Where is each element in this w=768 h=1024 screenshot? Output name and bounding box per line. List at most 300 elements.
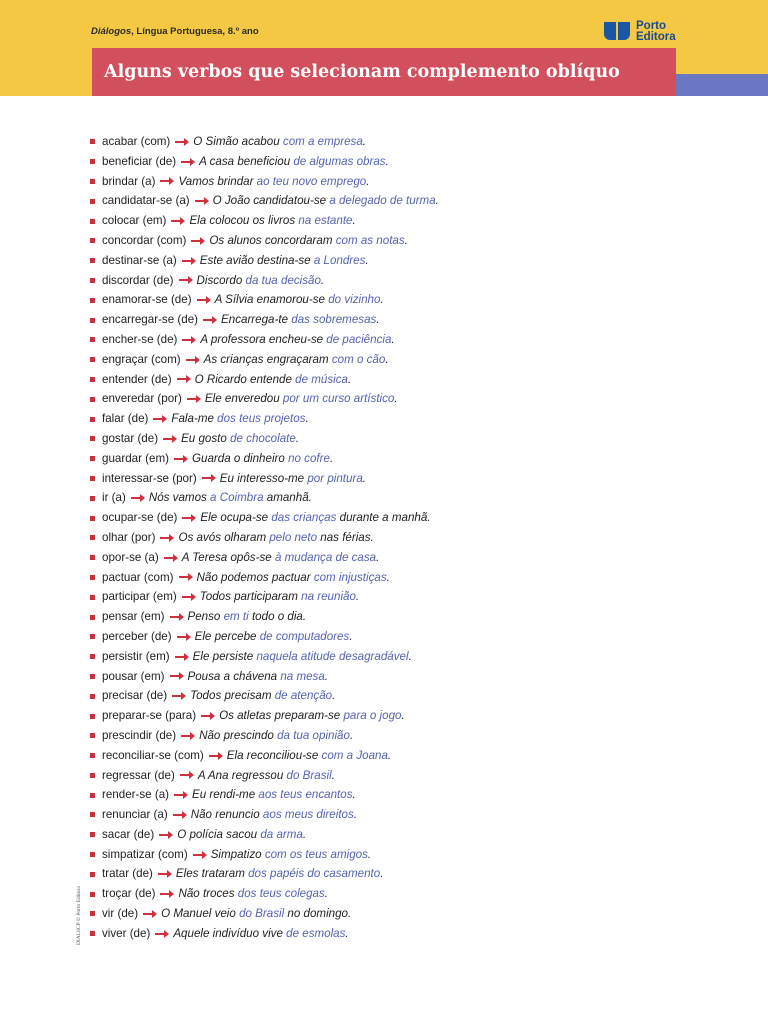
- verb-label: reconciliar-se (com): [102, 748, 204, 762]
- verb-label: candidatar-se (a): [102, 194, 190, 208]
- bullet-icon: [90, 575, 95, 580]
- bullet-icon: [90, 456, 95, 461]
- example-sentence: [188, 667, 329, 687]
- bullet-icon: [90, 714, 95, 719]
- oblique-complement: em ti: [223, 610, 249, 624]
- example-text: .: [376, 313, 380, 327]
- example-text: durante a manhã.: [336, 511, 431, 525]
- example-text: .: [380, 867, 384, 881]
- verb-label: sacar (de): [102, 827, 155, 841]
- oblique-complement: das crianças: [271, 511, 337, 525]
- bullet-icon: [90, 615, 95, 620]
- example-sentence: [197, 271, 325, 291]
- example-text: As crianças engraçaram: [203, 352, 332, 366]
- bullet-icon: [90, 278, 95, 283]
- bullet-icon: [90, 476, 95, 481]
- verb-label: participar (em): [102, 590, 177, 604]
- bullet-icon: [90, 852, 95, 857]
- verb-label: simpatizar (com): [102, 847, 188, 861]
- example-sentence: [227, 746, 391, 766]
- example-text: .: [386, 570, 390, 584]
- example-text: A professora encheu-se: [200, 332, 327, 346]
- oblique-complement: de algumas obras: [293, 154, 386, 168]
- example-text: Ele percebe: [194, 629, 260, 643]
- arrow-right-icon: [187, 395, 201, 403]
- oblique-complement: da tua decisão: [245, 273, 321, 287]
- side-credit: DIAL8CP © Porto Editora: [76, 886, 82, 945]
- book-subtitle: , Língua Portuguesa, 8.º ano: [131, 26, 259, 37]
- bullet-icon: [90, 179, 95, 184]
- example-text: Não prescindo: [199, 728, 278, 742]
- bullet-icon: [90, 931, 95, 936]
- example-sentence: [197, 568, 390, 588]
- example-text: .: [408, 649, 412, 663]
- verb-label: opor-se (a): [102, 550, 159, 564]
- example-text: A Ana regressou: [197, 768, 287, 782]
- verb-label: concordar (com): [102, 233, 187, 247]
- example-text: .: [345, 926, 349, 940]
- verb-label: interessar-se (por): [102, 471, 197, 485]
- arrow-right-icon: [171, 217, 185, 225]
- arrow-right-icon: [197, 296, 211, 304]
- example-text: .: [305, 412, 309, 426]
- bullet-icon: [90, 238, 95, 243]
- example-text: amanhã.: [263, 491, 312, 505]
- verb-label: render-se (a): [102, 788, 170, 802]
- example-text: .: [352, 788, 356, 802]
- verb-label: preparar-se (para): [102, 709, 197, 723]
- verb-list-item: [90, 429, 730, 449]
- example-text: .: [391, 332, 395, 346]
- oblique-complement: com a Joana: [321, 748, 388, 762]
- example-text: Ela colocou os livros: [189, 214, 299, 228]
- example-text: .: [329, 451, 334, 465]
- example-text: .: [362, 135, 367, 148]
- arrow-right-icon: [160, 890, 174, 898]
- oblique-complement: da arma: [260, 827, 303, 841]
- arrow-right-icon: [181, 732, 195, 740]
- bullet-icon: [90, 773, 95, 778]
- bullet-icon: [90, 911, 95, 916]
- arrow-right-icon: [186, 356, 200, 364]
- verb-list-item: [90, 370, 730, 390]
- verb-list-item: [90, 548, 730, 568]
- example-sentence: [192, 449, 333, 469]
- example-sentence: [195, 627, 353, 647]
- oblique-complement: de computadores: [259, 629, 350, 643]
- example-text: O João candidatou-se: [212, 194, 330, 208]
- example-sentence: [200, 330, 394, 350]
- example-sentence: [200, 251, 369, 271]
- oblique-complement: a Londres: [313, 253, 366, 267]
- arrow-right-icon: [153, 415, 167, 423]
- example-sentence: [149, 488, 312, 508]
- example-sentence: [189, 211, 355, 231]
- oblique-complement: a delegado de turma: [329, 194, 436, 208]
- example-sentence: [193, 132, 366, 152]
- verb-label: pousar (em): [102, 669, 165, 683]
- example-text: .: [349, 728, 354, 742]
- verb-list-item: [90, 350, 730, 370]
- arrow-right-icon: [174, 791, 188, 799]
- example-text: no domingo.: [284, 907, 352, 921]
- arrow-right-icon: [201, 712, 215, 720]
- arrow-right-icon: [180, 771, 194, 779]
- arrow-right-icon: [131, 494, 145, 502]
- arrow-right-icon: [160, 534, 174, 542]
- arrow-right-icon: [174, 455, 188, 463]
- title-accent-bar: [676, 74, 768, 96]
- arrow-right-icon: [170, 613, 184, 621]
- verb-list-item: [90, 152, 730, 172]
- verb-list-item: [90, 449, 730, 469]
- example-text: Os avós olharam: [178, 530, 270, 544]
- example-text: .: [324, 887, 329, 901]
- oblique-complement: de paciência: [326, 332, 392, 346]
- example-text: .: [435, 194, 439, 208]
- bullet-icon: [90, 872, 95, 877]
- bullet-icon: [90, 139, 95, 144]
- publisher-name-line2: Editora: [636, 31, 676, 43]
- oblique-complement: no cofre: [288, 451, 330, 465]
- bullet-icon: [90, 417, 95, 422]
- example-text: nas férias.: [317, 530, 374, 544]
- verb-list-item: [90, 726, 730, 746]
- arrow-right-icon: [182, 514, 196, 522]
- verb-list-item: [90, 251, 730, 271]
- verb-list-item: [90, 409, 730, 429]
- verb-list-item: [90, 904, 730, 924]
- example-sentence: [199, 726, 353, 746]
- oblique-complement: com as notas: [335, 233, 405, 247]
- verb-label: entender (de): [102, 372, 172, 386]
- bullet-icon: [90, 199, 95, 204]
- example-sentence: [173, 924, 348, 944]
- example-text: Eu rendi-me: [192, 788, 259, 802]
- verb-label: encher-se (de): [102, 332, 178, 346]
- verb-label: ir (a): [102, 491, 126, 505]
- example-sentence: [221, 310, 380, 330]
- verb-label: precisar (de): [102, 689, 168, 703]
- bullet-icon: [90, 337, 95, 342]
- oblique-complement: com o cão: [331, 352, 386, 366]
- example-text: O Manuel veio: [161, 907, 240, 921]
- arrow-right-icon: [195, 197, 209, 205]
- publisher-logo: [604, 19, 676, 45]
- example-text: .: [385, 154, 389, 168]
- publisher-name-line1: Porto: [636, 20, 667, 32]
- verb-label: engraçar (com): [102, 352, 181, 366]
- example-text: .: [380, 293, 384, 307]
- example-text: .: [320, 273, 325, 287]
- verb-label: encarregar-se (de): [102, 313, 199, 327]
- example-text: .: [332, 689, 336, 703]
- example-sentence: [220, 469, 366, 489]
- verb-list-item: [90, 667, 730, 687]
- book-reference: [91, 26, 259, 37]
- verb-list-item: [90, 884, 730, 904]
- bullet-icon: [90, 159, 95, 164]
- example-sentence: [213, 191, 439, 211]
- oblique-complement: de chocolate: [230, 431, 296, 445]
- example-sentence: [178, 172, 369, 192]
- arrow-right-icon: [182, 593, 196, 601]
- example-text: Discordo: [196, 273, 246, 287]
- verb-list-item: [90, 686, 730, 706]
- bullet-icon: [90, 516, 95, 521]
- oblique-complement: do vizinho: [328, 293, 381, 307]
- verb-list-item: [90, 647, 730, 667]
- example-text: .: [349, 629, 353, 643]
- verb-label: pensar (em): [102, 610, 165, 624]
- arrow-right-icon: [158, 870, 172, 878]
- example-text: Não renuncio: [190, 808, 263, 822]
- bullet-icon: [90, 674, 95, 679]
- arrow-right-icon: [159, 831, 173, 839]
- example-text: Encarrega-te: [221, 313, 292, 327]
- example-text: Aquele indivíduo vive: [173, 926, 287, 940]
- example-text: Não troces: [178, 887, 238, 901]
- verb-label: beneficiar (de): [102, 154, 177, 168]
- arrow-right-icon: [179, 276, 193, 284]
- verb-label: brindar (a): [102, 174, 156, 188]
- bullet-icon: [90, 694, 95, 699]
- verb-list-item: [90, 211, 730, 231]
- example-text: Ele persiste: [192, 649, 257, 663]
- arrow-right-icon: [182, 257, 196, 265]
- arrow-right-icon: [164, 554, 178, 562]
- example-sentence: [204, 350, 389, 370]
- example-text: .: [295, 431, 300, 445]
- example-text: Este avião destina-se: [199, 253, 314, 267]
- example-text: .: [348, 372, 352, 386]
- example-text: .: [324, 669, 329, 683]
- example-text: Eles trataram: [175, 867, 249, 881]
- example-text: .: [365, 253, 369, 267]
- example-sentence: [215, 290, 384, 310]
- bullet-icon: [90, 219, 95, 224]
- verb-list-item: [90, 389, 730, 409]
- example-text: .: [376, 550, 380, 564]
- oblique-complement: dos teus colegas: [237, 887, 325, 901]
- verb-list-item: [90, 587, 730, 607]
- verb-list-item: [90, 746, 730, 766]
- bullet-icon: [90, 496, 95, 501]
- example-text: Todos participaram: [199, 590, 302, 604]
- verb-label: persistir (em): [102, 649, 170, 663]
- example-text: todo o dia.: [248, 610, 307, 624]
- bullet-icon: [90, 377, 95, 382]
- oblique-complement: aos teus encantos: [258, 788, 353, 802]
- verb-list-item: [90, 568, 730, 588]
- example-text: Penso: [187, 610, 224, 624]
- example-text: Vamos brindar: [178, 174, 257, 188]
- page-title: Alguns verbos que selecionam complemento oblíquo: [104, 62, 620, 82]
- oblique-complement: das sobremesas: [291, 313, 377, 327]
- oblique-complement: por pintura: [307, 471, 363, 485]
- bullet-icon: [90, 357, 95, 362]
- bullet-icon: [90, 753, 95, 758]
- example-text: Fala-me: [171, 412, 218, 426]
- publisher-name: [636, 21, 676, 43]
- arrow-right-icon: [175, 138, 189, 146]
- verb-list-item: [90, 310, 730, 330]
- bullet-icon: [90, 258, 95, 263]
- oblique-complement: de atenção: [274, 689, 333, 703]
- oblique-complement: aos meus direitos: [262, 808, 354, 822]
- example-sentence: [192, 785, 356, 805]
- oblique-complement: pelo neto: [269, 530, 318, 544]
- bullet-icon: [90, 318, 95, 323]
- example-sentence: [178, 884, 328, 904]
- example-text: O Ricardo entende: [194, 372, 296, 386]
- oblique-complement: com os teus amigos: [264, 847, 368, 861]
- arrow-right-icon: [160, 177, 174, 185]
- oblique-complement: do Brasil: [239, 907, 285, 921]
- oblique-complement: com injustiças: [313, 570, 387, 584]
- arrow-right-icon: [202, 474, 216, 482]
- oblique-complement: naquela atitude desagradável: [256, 649, 409, 663]
- example-sentence: [191, 805, 357, 825]
- verb-list-item: [90, 290, 730, 310]
- example-text: .: [302, 827, 307, 841]
- verb-label: troçar (de): [102, 887, 156, 901]
- verb-label: ocupar-se (de): [102, 511, 178, 525]
- verb-label: olhar (por): [102, 530, 156, 544]
- example-sentence: [176, 864, 384, 884]
- example-sentence: [182, 548, 380, 568]
- arrow-right-icon: [181, 158, 195, 166]
- verb-label: pactuar (com): [102, 570, 174, 584]
- arrow-right-icon: [175, 653, 189, 661]
- arrow-right-icon: [155, 930, 169, 938]
- arrow-right-icon: [177, 375, 191, 383]
- example-text: Pousa a chávena: [187, 669, 281, 683]
- bullet-icon: [90, 397, 95, 402]
- bullet-icon: [90, 535, 95, 540]
- verb-list-item: [90, 191, 730, 211]
- book-title: Diálogos: [91, 26, 132, 37]
- bullet-icon: [90, 634, 95, 639]
- verb-label: renunciar (a): [102, 808, 168, 822]
- verb-list-item: [90, 528, 730, 548]
- example-sentence: [200, 587, 359, 607]
- verb-label: falar (de): [102, 412, 149, 426]
- verb-label: regressar (de): [102, 768, 175, 782]
- oblique-complement: dos teus projetos: [217, 412, 306, 426]
- example-text: Eu gosto: [181, 431, 231, 445]
- example-text: Eu interesso-me: [219, 471, 308, 485]
- example-text: Não podemos pactuar: [196, 570, 314, 584]
- bullet-icon: [90, 595, 95, 600]
- example-text: .: [385, 352, 389, 366]
- arrow-right-icon: [143, 910, 157, 918]
- example-sentence: [211, 845, 371, 865]
- example-text: A casa beneficiou: [199, 154, 294, 168]
- oblique-complement: de música: [295, 372, 348, 386]
- example-text: O polícia sacou: [177, 827, 261, 841]
- verb-list-item: [90, 231, 730, 251]
- verb-label: gostar (de): [102, 431, 159, 445]
- verb-list-item: [90, 825, 730, 845]
- verb-label: destinar-se (a): [102, 253, 177, 267]
- verb-label: perceber (de): [102, 629, 172, 643]
- example-text: Simpatizo: [210, 847, 265, 861]
- arrow-right-icon: [163, 435, 177, 443]
- verb-list-item: [90, 845, 730, 865]
- arrow-right-icon: [173, 811, 187, 819]
- example-sentence: [199, 152, 389, 172]
- bullet-icon: [90, 298, 95, 303]
- verb-list-item: [90, 785, 730, 805]
- bullet-icon: [90, 832, 95, 837]
- arrow-right-icon: [193, 851, 207, 859]
- example-sentence: [171, 409, 308, 429]
- arrow-right-icon: [170, 672, 184, 680]
- oblique-complement: à mudança de casa: [274, 550, 377, 564]
- verb-label: enveredar (por): [102, 392, 182, 406]
- bullet-icon: [90, 555, 95, 560]
- oblique-complement: com a empresa: [282, 135, 363, 148]
- arrow-right-icon: [209, 752, 223, 760]
- example-sentence: [177, 825, 306, 845]
- verb-list-item: [90, 627, 730, 647]
- example-text: .: [353, 808, 358, 822]
- example-sentence: [205, 389, 398, 409]
- oblique-complement: para o jogo: [343, 709, 402, 723]
- example-sentence: [198, 766, 335, 786]
- oblique-complement: por um curso artístico: [282, 392, 395, 406]
- example-text: .: [352, 214, 356, 228]
- verb-label: vir (de): [102, 907, 139, 921]
- verb-label: enamorar-se (de): [102, 293, 192, 307]
- example-text: Nós vamos: [148, 491, 211, 505]
- arrow-right-icon: [182, 336, 196, 344]
- verb-label: colocar (em): [102, 214, 167, 228]
- example-text: .: [362, 471, 367, 485]
- oblique-complement: na reunião: [301, 590, 356, 604]
- example-text: .: [367, 847, 372, 861]
- example-text: .: [387, 748, 392, 762]
- verb-list-item: [90, 469, 730, 489]
- bullet-icon: [90, 654, 95, 659]
- verb-list-item: [90, 706, 730, 726]
- oblique-complement: a Coimbra: [210, 491, 264, 505]
- verb-label: acabar (com): [102, 135, 171, 148]
- example-text: Ela reconciliou-se: [226, 748, 322, 762]
- verb-list-item: [90, 132, 730, 152]
- bullet-icon: [90, 892, 95, 897]
- verb-list-item: [90, 924, 730, 944]
- oblique-complement: ao teu novo emprego: [256, 174, 367, 188]
- bullet-icon: [90, 733, 95, 738]
- verb-list-item: [90, 330, 730, 350]
- verb-list-item: [90, 172, 730, 192]
- porto-editora-logo-icon: [604, 21, 634, 43]
- oblique-complement: da tua opinião: [277, 728, 350, 742]
- verb-list-item: [90, 766, 730, 786]
- oblique-complement: na estante: [298, 214, 353, 228]
- verb-list-item: [90, 805, 730, 825]
- bullet-icon: [90, 812, 95, 817]
- example-text: .: [366, 174, 370, 188]
- verb-list-item: [90, 508, 730, 528]
- verb-label: guardar (em): [102, 451, 170, 465]
- bullet-icon: [90, 436, 95, 441]
- example-sentence: [219, 706, 405, 726]
- example-sentence: [181, 429, 299, 449]
- arrow-right-icon: [203, 316, 217, 324]
